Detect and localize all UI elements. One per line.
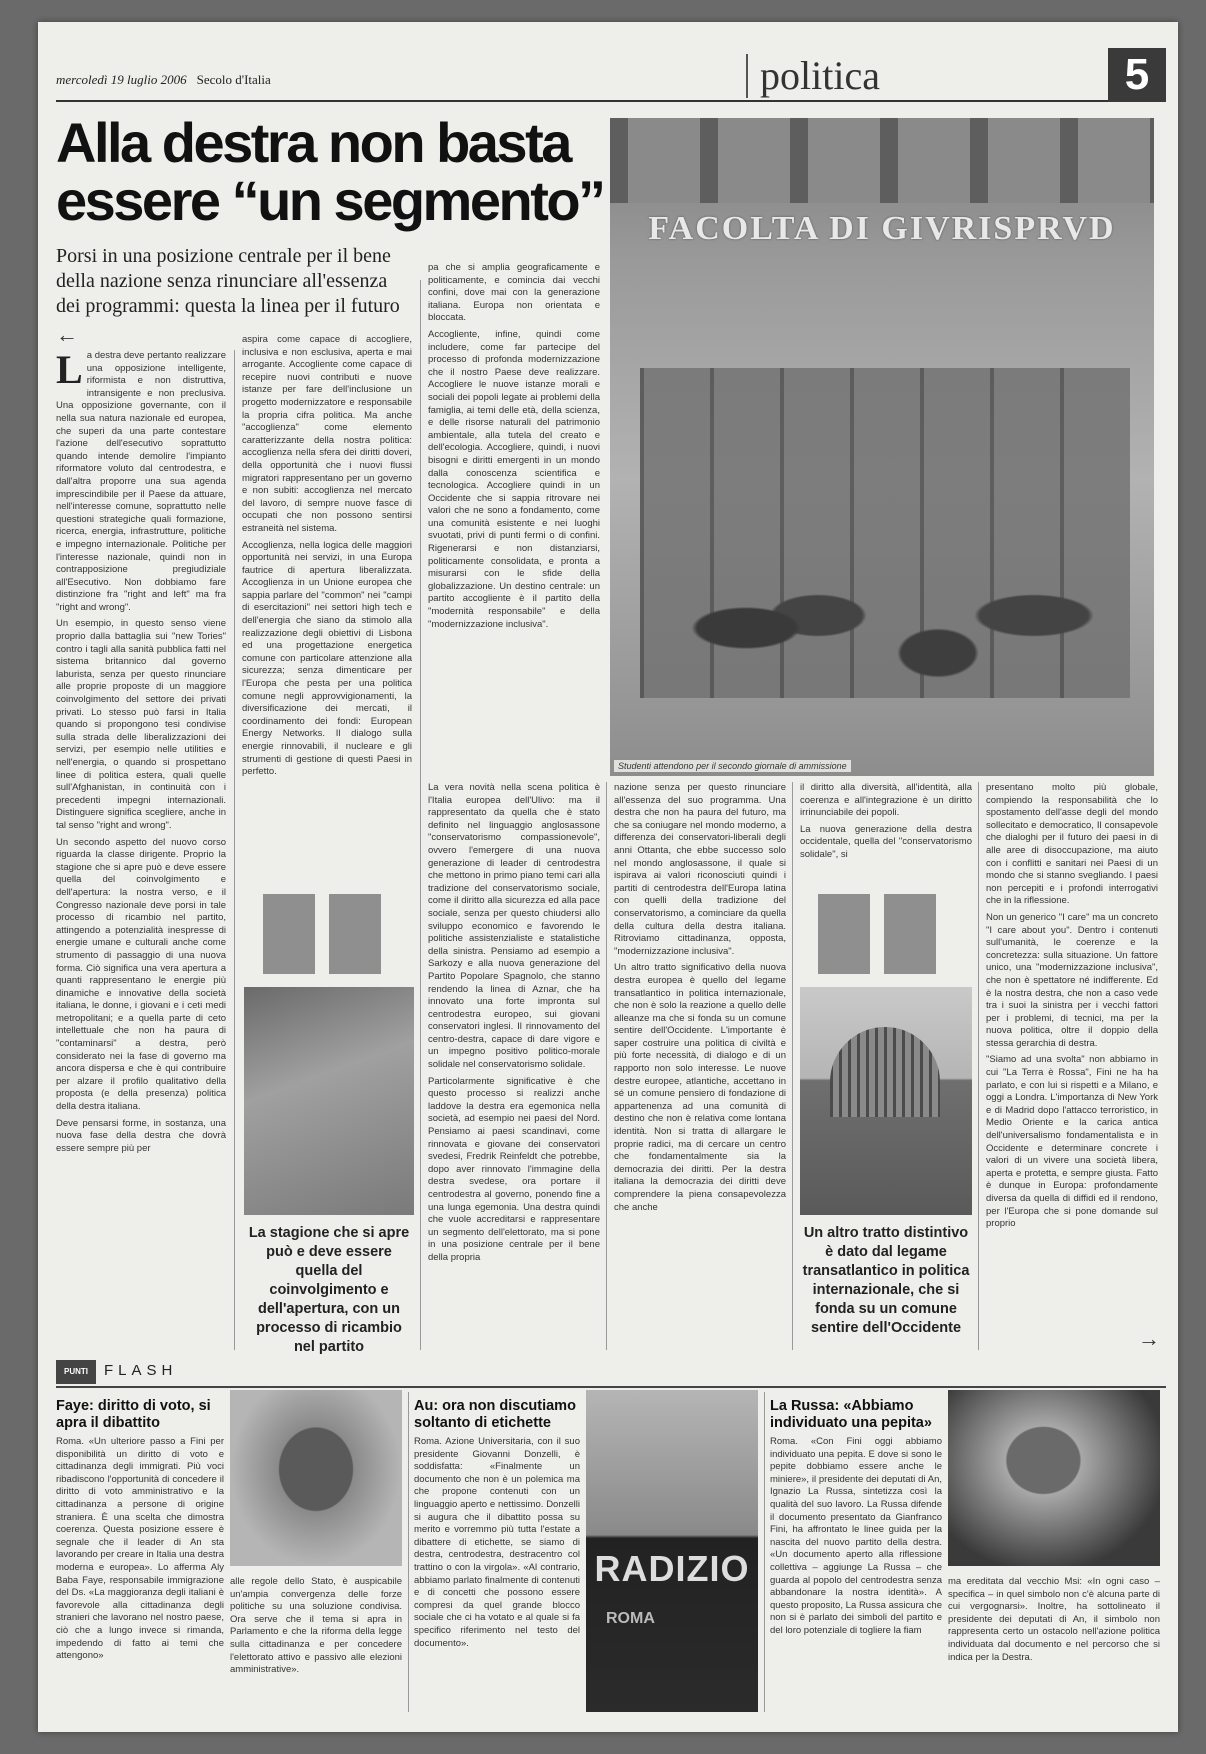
header-date-line [56, 72, 271, 88]
paragraph-2b: Accoglienza, nella logica delle maggiori opportunità nei servizi, in una Europa fautrice di apertura liberalizzata. Accoglienza in un Unione europea che sappia parlare del "common" nei "campi di esercitazioni" nei settori high tech e dell'energia che siano da stimolo alla realizzazione degli obiettivi di Lisbona ed una progettazione energetica comune con particolare attenzione alla sicurezza; senza dimenticare per l'Europa che pesta per una politica comune negli approvvigionamenti, la diversificazione dei mercati, il coordinamento dei fondi: European Energy Networks. Il dialogo sulla energie rinnovabili, il nucleare e gli strumenti di gestione di questi Paesi in perfetto. [242, 539, 412, 778]
paragraph-3a: pa che si amplia geograficamente e politicamente, e comincia dai vecchi confini, dove mai con la generazione italiana. Europa non orientata e bloccata. [428, 262, 600, 324]
article-column-1 [56, 350, 226, 1350]
arrow-left-icon: ← [56, 322, 78, 347]
paragraph-4a: nazione senza per questo rinunciare all'essenza del suo programma. Una destra che non ha paura del futuro, ma che sa coniugare nel mondo moderno, a differenza dei conservatori-liberali degli anni Ottanta, che ebbe successo solo nel mondo anglosassone, il quale si ispirava ai valori riconosciuti quindi i partiti di centrodestra dell'Europa latina con quelli della tradizione del conservatorismo, a cominciare da quella della cultura della destra italiana. Ritroviamo cittadinanza, opposta, "modernizzazione inclusiva". [614, 782, 786, 957]
pullquote-2: Un altro tratto distintivo è dato dal legame transatlantico in politica internazionale, che si fonda su un comune sentire dell'Occidente [802, 1225, 970, 1336]
brief-title-faye: Faye: diritto di voto, si apra il dibattito [56, 1398, 211, 1431]
article-column-5 [800, 782, 972, 892]
article-column-3-top [428, 262, 600, 772]
photo-building [244, 987, 414, 1215]
brief-text-faye-2: alle regole dello Stato, è auspicabile un'ampia convergenza delle forze politiche su una soluzione condivisa. Ora serve che il tema si apra in Parlamento e che la riforma della legge sulla cittadinanza e per concedere l'elettorato attivo e passivo alle elezioni amministrative». [230, 1576, 402, 1676]
photo-columns [610, 118, 1154, 203]
photo-caption: Studenti attendono per il secondo giornale di ammissione [614, 760, 851, 772]
paragraph-1b: Un esempio, in questo senso viene proprio dalla battaglia sui "new Tories" contro i tagli alla sanità pubblica fatti nel sistema britannico dal governo laburista, senza per questo rinunciare alle proprie proposte di un maggiore coinvolgimento del settore dei privati privati. Lo stesso può farsi in Italia quando si propongono tesi condivise sulla strada delle liberalizzazioni dei servizi, per esempio nelle utilities e nell'energia, o quando si prospettano linee di politica estera, quali quelle sull'Afghanistan, in continuità con i precedenti impegni internazionali. Distinguere significa scegliere, anche in tal senso "right and wrong". [56, 618, 226, 831]
article-column-2 [242, 334, 412, 908]
brief-title-au: Au: ora non discutiamo soltanto di etichette [414, 1398, 576, 1431]
paragraph-4b: Un altro tratto significativo della nuova destra europea è quello del legame transatlantico in politica internazionale, che non è solo la reazione a quello delle alleanze ma che si fonda su un comune sentire dell'Occidente. L'importante è saper costruire una politica di civiltà e più forte necessità, di dialogo e di un rapporto non solo interesse. Le nuove destre europee, atlantiche, accettano in sé un comune pensiero di fondazione di appartenenza ad una comunità di destino che non è relativa come lontana identità. Non si tratta di allargare le proprie radici, ma di cercare un centro che fondamentalmente sia la democrazia dei diritti. Per la destra italiana la democrazia dei diritti deve comprendere la piena consapevolezza che anche [614, 962, 786, 1213]
paragraph-2a: aspira come capace di accogliere, inclusiva e non esclusiva, aperta e mai arrogante. Accogliente come capace di recepire nuovi contributi e nuove istanze per fare dell'inclusione un progetto modernizzatore e responsabile la propria cifra politica. Ma anche "accoglienza" come elemento caratterizzante della nostra politica: accoglienza nella sfera dei diritti doveri, della opportunità che i nuovi flussi migratori rappresentano per un governo e non subiti: accoglienza nel mercato del lavoro, di sempre nuove fasce di occupati che non possono sentirsi estraneità nel sistema. [242, 334, 412, 534]
quote-marks-icon [263, 894, 393, 974]
paragraph-3c: La vera novità nella scena politica è l'Italia europea dell'Ulivo: ma il rappresentato da quella che è stato definito nel linguaggio anglosassone "conservatorismo compassionevole", ovvero l'emergere di una nuova generazione di leader di centrodestra che mettono in primo piano temi cari alla tradizione del conservatorismo sociale, come il diritto alla sicurezza ed alla pace sociale, senza per questo chiudersi allo sviluppo economico e favorendo le politiche assistenzialiste e statalistiche della sinistra. Pensiamo ad esempio a Sarkozy e alla nuova generazione del Partito Popolare Spagnolo, che stanno rendendo la linea di Aznar, che ha innovato una forte impronta sul centrodestra europeo, sui giovani conservatori inglesi. Il rinnovamento del centro-destra, capace di dare vigore e un impegno positivo politico-morale solidale nel conservatorismo solidale. [428, 782, 600, 1071]
page-header [56, 40, 1166, 102]
photo-sign-text: FACOLTA DI GIVRISPRVD [648, 210, 1116, 247]
column-rule [234, 350, 235, 1350]
flash-label: FLASH [104, 1362, 178, 1379]
paragraph-1c: Un secondo aspetto del nuovo corso riguarda la classe dirigente. Proprio la stagione che si apre può e deve essere quella del coinvolgimento e dell'apertura: la nostra verso, e il Congresso nazionale deve porsi in tale processo di ricambio nel partito, attingendo a potenzialità inespresse di energie umane e culturali anche come strumento di passaggio di una nuova forma. Ciò significa una vera apertura a quanti rappresentano le energie più dinamiche e innovative della società italiana, le donne, i giovani e i ceti medi metropolitani; e a quella parte di ceto intellettuale che non ha paura di "contaminarsi" a destra, però considerato nei la fase di governo ma ancora dispersa e che è qui contribuire per alzare il profilo qualitativo della proposta (e della presenza) politica della destra italiana. [56, 836, 226, 1113]
flash-bar [56, 1360, 1166, 1388]
photo-students [650, 478, 1130, 728]
column-rule [792, 782, 793, 1350]
paragraph-3b: Accogliente, infine, quindi come includere, come far partecipe del processo di profonda modernizzazione che il nostro Paese deve realizzare. Accogliere le nuove istanze morali e sociali dei popoli legate ai problemi della famiglia, ai temi delle età, della scienza, e delle risorse naturali del patrimonio ambientale, alla tutela del creato e dell'ecologia. Accogliere, quindi, i nuovi bisogni e diritti emergenti in un mondo dalla conoscenza scientifica e tecnologica. Accogliere quindi in un Occidente che si sappia ritrovare nei valori che ne sono a fondamento, come una comunità esistente e nei luoghi svuotati, privi di punti fermi o di confini. Rigenerarsi e non distanziarsi, politicamente consolidata, e pronta a misurarsi con le sfide della globalizzazione. Un destino centrale: un partito accogliente è il partito della "modernità responsabile" e della "modernizzazione inclusiva". [428, 328, 600, 630]
quote-marks-icon [818, 894, 948, 974]
banner-text: RADIZIO [594, 1548, 750, 1589]
header-date: mercoledì 19 luglio 2006 [56, 72, 187, 87]
paragraph-5a: il diritto alla diversità, all'identità, alla coerenza e all'integrazione è un diritto irrinunciabile dei popoli. [800, 782, 972, 819]
banner-roma: ROMA [606, 1610, 655, 1627]
dropcap: L [56, 350, 83, 392]
paragraph-1a [56, 350, 226, 614]
newspaper-page [38, 22, 1178, 1732]
photo-ignazio-la-russa [948, 1390, 1160, 1566]
paragraph-1a-text: a destra deve pertanto realizzare una opposizione intelligente, riformista e non distruttiva, intransigente e non preclusiva. Una opposizione governante, con il nella sua natura nazionale ed europea, che superi da una parte contestare l'azione dell'esecutivo soprattutto quando intende demolire l'impianto riformatore voluto dal centrodestra, e dall'altra proporre una sua agenda imprescindibile per il Paese da attuare, nell'interesse comune, soprattutto nelle questioni strategiche quali formazione, ricerca, energia, infrastrutture, politiche e impegno internazionale. Politiche per l'interesse nazionale, quindi non in contrapposizione pregiudiziale all'Esecutivo. Non dobbiamo fare distinzione fra "right and left" ma fra "right and wrong". [56, 350, 226, 613]
photo-university-faculty [610, 118, 1154, 776]
column-rule [978, 782, 979, 1350]
paragraph-5b: La nuova generazione della destra occidentale, quella del "conservatorismo solidale", si [800, 823, 972, 860]
paragraph-6c: "Siamo ad una svolta" non abbiamo in cui "La Terra è Rossa", Fini ne ha ha parlato, e con lui si rispetti e a Milano, e oggi a Londra. L'importanza di New York e di Madrid dopo l'attacco terroristico, in Medio Oriente e la carica antica dell'universalismo fondamentalista e in Occidente e determinare concrete i valori di un vivere una società libera, aperta e protetta, e sempre giusta. Fatto è dunque in Europa: profondamente diversa da quella di diffidi ed il rendono, per l'Europa che si pone domande sul proprio [986, 1054, 1158, 1230]
column-rule [408, 1392, 409, 1712]
section-name: politica [746, 54, 880, 98]
brief-text-la-russa-1: Roma. «Con Fini oggi abbiamo individuato una pepita. E dove si sono le pepite dobbiamo essere anche le miniere», il presidente dei deputati di An, Ignazio La Russa, sintetizza così la qualità del suo lavoro. La Russa difende il documento presentato da Gianfranco Fini, ha affrontato le linee guida per la nascita del nuovo partito della destra. «Un documento aperto alla riflessione collettiva – aggiunge La Russa – che guarda al popolo del centrodestra senza abbandonare la nostra identità». A questo proposito, La Russa assicura che non si è parlato dei simboli del partito e del loro potenziale di togliere la fiam [770, 1436, 942, 1636]
brief-text-au: Roma. Azione Universitaria, con il suo presidente Giovanni Donzelli, è soddisfatta: «Finalmente un documento che non è un polemica ma che propone contenuti con un linguaggio aperto e nettissimo. Donzelli si augura che il dibattito possa su merito e vorremmo più tutta l'estate a dibattere di etichette, se siamo di destra, centrodestra, destracentro col trattino o con la virgola». «Al contrario, abbiamo parlato finalmente di contenuti e di concetti che possono essere compresi da quel grande blocco sociale che ci ha votato e al quale si fa specifico riferimento nel testo del documento». [414, 1436, 580, 1649]
brief-text-la-russa-2: ma ereditata dal vecchio Msi: «In ogni caso – specifica – in quel simbolo non c'è alcuna parte di cui vergognarsi». Inoltre, ha sottolineato il presidente dei deputati di An, il simbolo non rappresenta certo un ostacolo nell'azione politica individuata dal documento e nel percorso che si indica per la Destra. [948, 1576, 1160, 1663]
brief-title-la-russa: La Russa: «Abbiamo individuato una pepita» [770, 1398, 932, 1431]
column-rule [606, 782, 607, 1350]
pullquote-1: La stagione che si apre può e deve essere quella del coinvolgimento e dell'apertura, con un processo di ricambio nel partito [248, 1225, 410, 1355]
paragraph-1d: Deve pensarsi forme, in sostanza, una nuova fase della destra che dovrà essere sempre più per [56, 1117, 226, 1154]
article-column-4 [614, 782, 786, 1350]
paragraph-6a: presentano molto più globale, compiendo la responsabilità che lo spostamento dell'asse degli del mondo sollecitato e democratico, Il consapevole che dialoghi per il futuro dei paesi in di alle aree di disoccupazione, ma aiuto con i conflitti e sanitari nei Paesi di un mondo che si stanno svegliando. I paesi non percepiti e i profondi interrogativi che in la riflessione. [986, 782, 1158, 907]
brief-text-faye-1: Roma. «Un ulteriore passo a Fini per disponibilità un diritto di voto e cittadinanza degli immigrati. Più voci ribadiscono l'opportunità di concedere il diritto di voto amministrativo e la cittadinanza a persone di origine straniera. È una scelta che dimostra coerenza. Questa posizione essere è segnale che il leader di An sta lavorando per creare in Italia una destra moderna e europea». Lo afferma Aly Baba Faye, responsabile immigrazione del Ds. «La maggioranza degli italiani è favorevole alla cittadinanza degli stranieri che lavorano nel nostro paese, ciò che a lungo invece si rimanda, impedendo di fatto ai temi che attengono» [56, 1436, 224, 1662]
page-number: 5 [1108, 48, 1166, 102]
photo-demonstration [586, 1390, 758, 1712]
column-rule [420, 280, 421, 1350]
header-newspaper: Secolo d'Italia [196, 72, 271, 87]
paragraph-3d: Particolarmente significative è che questo processo si realizzi anche laddove la destra era egemonica nella società, ad esempio nei paesi del Nord. Pensiamo ai paesi scandinavi, come rinnovata e giovane dei conservatori svedesi, Fredrik Reinfeldt che potrebbe, dopo aver rinnovato l'immagine della destra svedese, ora portare il centrodestra al governo, ponendo fine a una lunga egemonia. Una destra quindi che vuole accreditarsi e rappresentare un segmento dell'elettorato, ma si pone in una posizione centrale per il bene della propria [428, 1075, 600, 1263]
article-column-6 [986, 782, 1158, 1328]
photo-european-parliament [800, 987, 972, 1215]
subheadline: Porsi in una posizione centrale per il bene della nazione senza rinunciare all'essenza dei programmi: questa la linea per il futuro [56, 245, 400, 317]
photo-aly-baba-faye [230, 1390, 402, 1566]
headline: Alla destra non basta essere “un segmento” [56, 111, 604, 232]
paragraph-6b: Non un generico "I care" ma un concreto "I care about you". Dentro i contenuti sull'umanità, le coerenze e la concretezza: sulla situazione. Un fattore unico, una "modernizzazione inclusiva", che non è spettatore né indifferente. Ed è la nostra destra, che non a caso vede tra i suoi la sinistra per i vecchi fattori per i problemi, di tecnici, ma per la nuova politica, oltre il doppio della stessa gerarchia di destra. [986, 911, 1158, 1049]
arrow-right-icon: → [1138, 1326, 1160, 1351]
article-column-3-bottom [428, 782, 600, 1350]
flash-icon: PUNTI [56, 1360, 96, 1384]
column-rule [764, 1392, 765, 1712]
